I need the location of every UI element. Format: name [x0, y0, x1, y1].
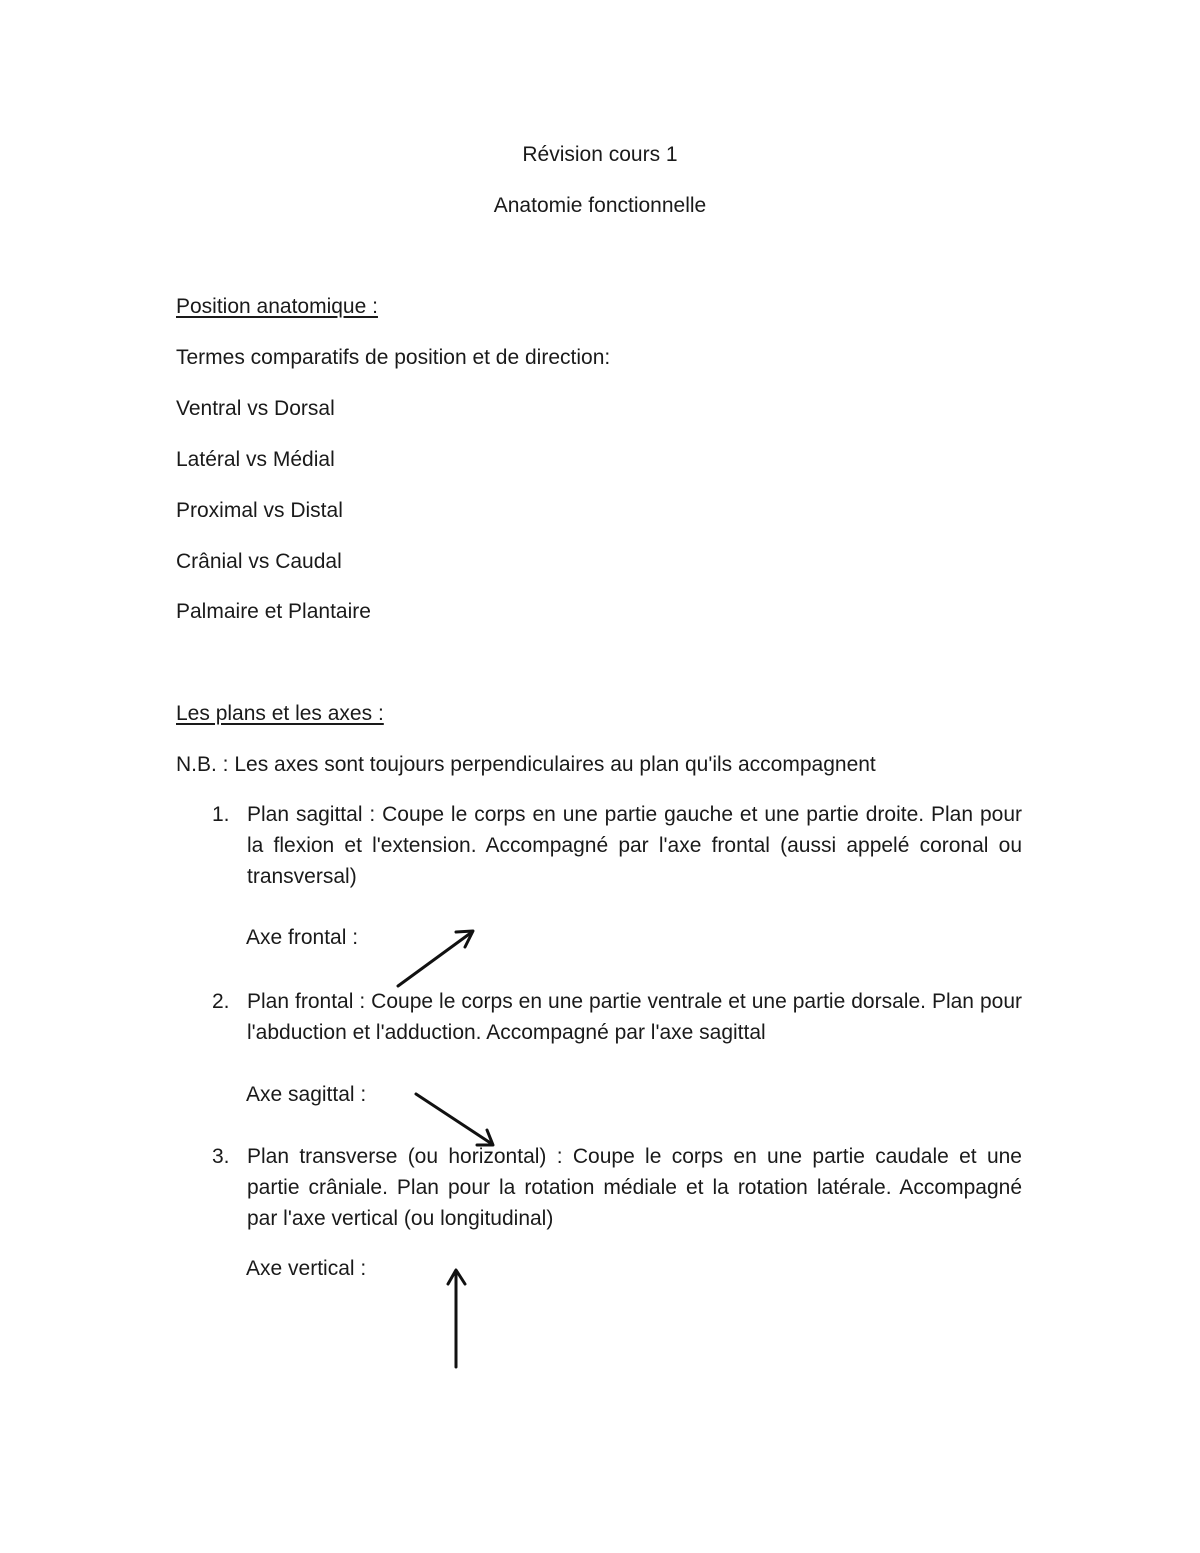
list-number: 1.	[212, 803, 230, 826]
position-term: Palmaire et Plantaire	[176, 600, 371, 623]
position-intro: Termes comparatifs de position et de direction:	[176, 346, 611, 369]
vertical-up-arrow-icon	[448, 1270, 465, 1367]
document-subtitle: Anatomie fonctionnelle	[493, 194, 707, 217]
position-term: Ventral vs Dorsal	[176, 397, 335, 420]
diagonal-up-right-arrow-icon	[398, 931, 473, 986]
section-heading-planes: Les plans et les axes :	[176, 702, 384, 725]
plane-description: Plan frontal : Coupe le corps en une partie ventrale et une partie dorsale. Plan pour l'abduction et l'adduction. Accompagné par l'axe sagittal	[247, 990, 1022, 1044]
list-number: 2.	[212, 990, 230, 1013]
position-term: Crânial vs Caudal	[176, 550, 342, 573]
diagonal-down-right-arrow-icon	[416, 1094, 493, 1145]
axis-label-vertical: Axe vertical :	[246, 1257, 367, 1280]
plane-description: Plan sagittal : Coupe le corps en une partie gauche et une partie droite. Plan pour la flexion et l'extension. Accompagné par l'axe frontal (aussi appelé coronal ou transversal)	[247, 803, 1022, 888]
list-number: 3.	[212, 1145, 230, 1168]
position-term: Proximal vs Distal	[176, 499, 343, 522]
axis-label-sagittal: Axe sagittal :	[246, 1083, 367, 1106]
section-heading-position: Position anatomique :	[176, 295, 378, 318]
document-title: Révision cours 1	[522, 143, 678, 166]
plane-description: Plan transverse (ou horizontal) : Coupe le corps en une partie caudale et une partie crâniale. Plan pour la rotation médiale et la rotation latérale. Accompagné par l'axe vertical (ou longitudinal)	[247, 1145, 1022, 1230]
position-term: Latéral vs Médial	[176, 448, 335, 471]
axis-label-frontal: Axe frontal :	[246, 926, 359, 949]
planes-note: N.B. : Les axes sont toujours perpendiculaires au plan qu'ils accompagnent	[176, 753, 876, 776]
